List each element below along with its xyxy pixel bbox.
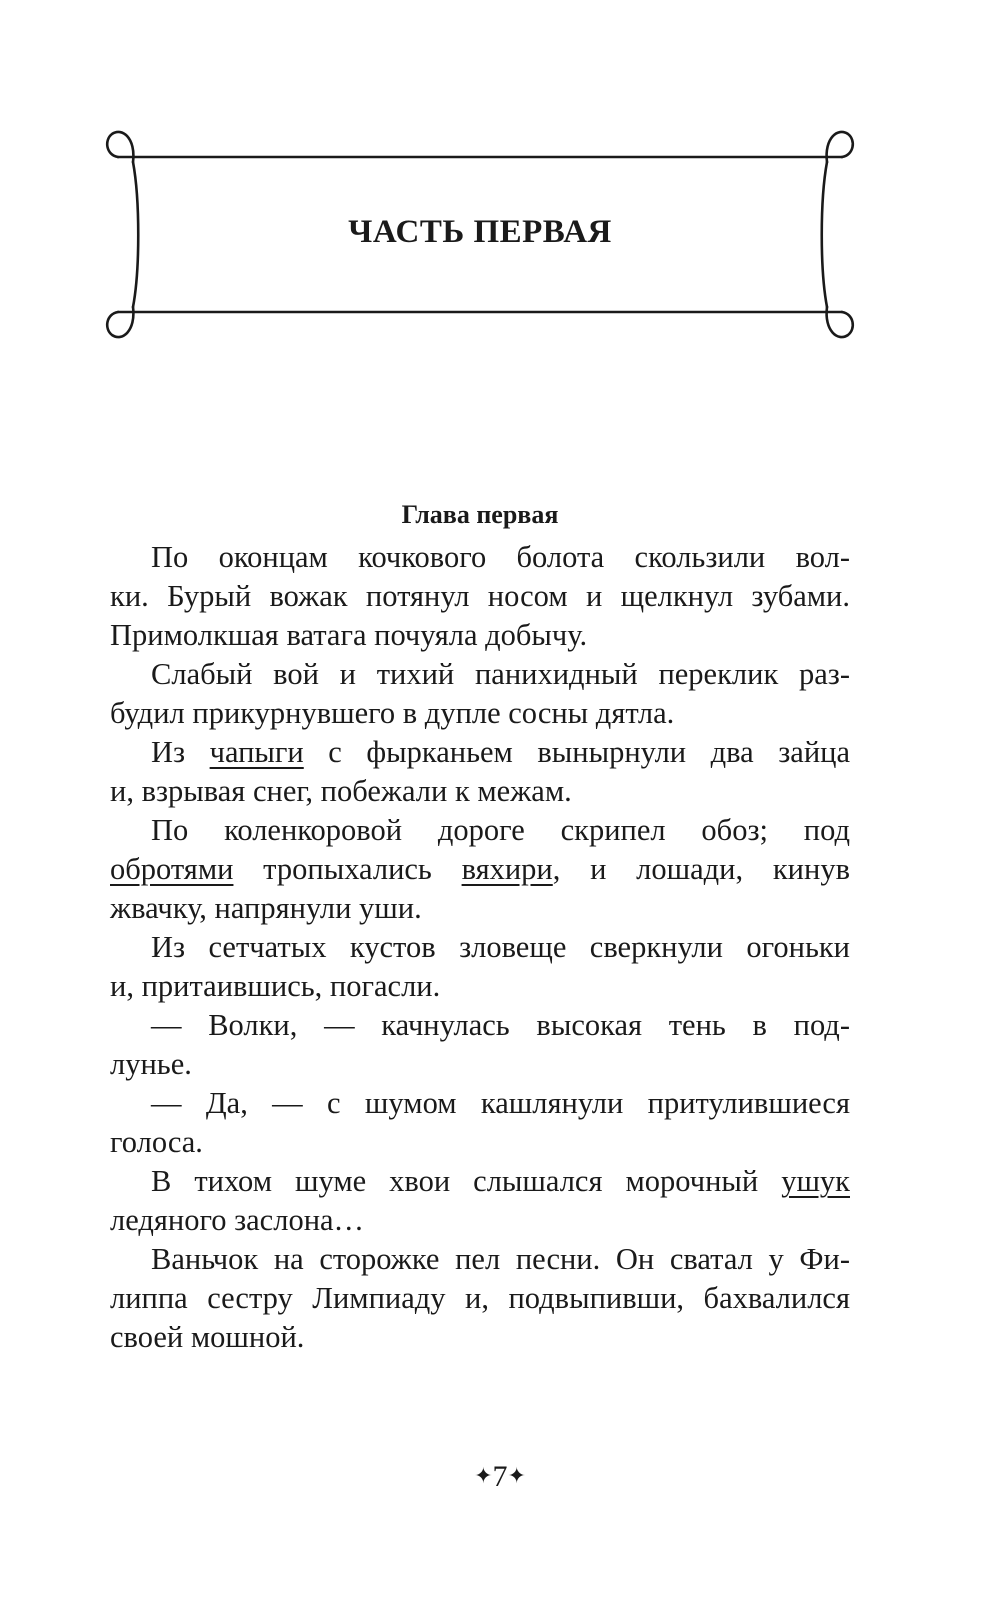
text-segment: По коленкоровой дороге скрипел обоз; под xyxy=(151,813,850,847)
text-line xyxy=(110,850,850,889)
text-line xyxy=(110,1318,850,1357)
text-segment: тропыхались xyxy=(233,852,462,886)
page-number: 7 xyxy=(492,1460,508,1493)
text-segment: с фырканьем вынырнули два зайца xyxy=(303,735,851,769)
text-segment: лунье. xyxy=(110,1047,192,1081)
text-segment: и, взрывая снег, побежали к межам. xyxy=(110,774,572,808)
folio-ornament-left-icon: ✦ xyxy=(474,1463,493,1488)
text-segment: Примолкшая ватага почуяла добычу. xyxy=(110,618,588,652)
text-line xyxy=(110,1240,850,1279)
paragraph xyxy=(110,811,850,928)
text-line xyxy=(110,655,850,694)
paragraph xyxy=(110,733,850,811)
folio-ornament-right-icon: ✦ xyxy=(507,1463,526,1488)
text-line xyxy=(110,1201,850,1240)
text-segment: — Да, — с шумом кашлянули притулившиеся xyxy=(151,1086,850,1120)
text-segment: ки. Бурый вожак потянул носом и щелкнул зубами. xyxy=(110,579,850,613)
glossary-term: ушук xyxy=(781,1164,850,1198)
text-segment: и, притаившись, погасли. xyxy=(110,969,441,1003)
text-line xyxy=(110,577,850,616)
text-segment: голоса. xyxy=(110,1125,203,1159)
text-segment: Из xyxy=(151,735,210,769)
part-title: ЧАСТЬ ПЕРВАЯ xyxy=(348,214,612,250)
text-segment: жвачку, напрянули уши. xyxy=(110,891,422,925)
text-line xyxy=(110,694,850,733)
text-segment: Ваньчок на сторожке пел песни. Он сватал у Фи- xyxy=(151,1242,850,1276)
glossary-term: чапыги xyxy=(209,735,304,769)
paragraph xyxy=(110,928,850,1006)
text-line xyxy=(110,1006,850,1045)
text-line xyxy=(110,616,850,655)
text-line xyxy=(110,811,850,850)
text-segment: будил прикурнувшего в дупле сосны дятла. xyxy=(110,696,675,730)
text-line xyxy=(110,538,850,577)
body-text xyxy=(110,538,850,1357)
text-line xyxy=(110,1162,850,1201)
text-line xyxy=(110,928,850,967)
text-line xyxy=(110,733,850,772)
page-folio xyxy=(0,1460,1000,1494)
text-line xyxy=(110,1084,850,1123)
text-line xyxy=(110,1045,850,1084)
text-line xyxy=(110,772,850,811)
text-segment: липпа сестру Лимпиаду и, подвыпивши, бахвалился xyxy=(110,1281,850,1315)
text-segment: По оконцам кочкового болота скользили вол- xyxy=(151,540,850,574)
paragraph xyxy=(110,1006,850,1084)
paragraph xyxy=(110,1240,850,1357)
text-line xyxy=(110,889,850,928)
paragraph xyxy=(110,538,850,655)
paragraph xyxy=(110,655,850,733)
text-line xyxy=(110,1123,850,1162)
part-title-frame xyxy=(0,0,1000,400)
text-segment: — Волки, — качнулась высокая тень в под- xyxy=(151,1008,850,1042)
text-line xyxy=(110,1279,850,1318)
text-segment: , и лошади, кинув xyxy=(552,852,850,886)
text-segment: В тихом шуме хвои слышался морочный xyxy=(151,1164,782,1198)
glossary-term: вяхири xyxy=(461,852,553,886)
paragraph xyxy=(110,1162,850,1240)
glossary-term: обротями xyxy=(110,852,234,886)
paragraph xyxy=(110,1084,850,1162)
text-segment: Слабый вой и тихий панихидный переклик раз- xyxy=(151,657,850,691)
text-line xyxy=(110,967,850,1006)
chapter-title: Глава первая xyxy=(401,500,559,529)
text-segment: ледяного заслона… xyxy=(110,1203,365,1237)
text-segment: своей мошной. xyxy=(110,1320,305,1354)
text-segment: Из сетчатых кустов зловеще сверкнули огоньки xyxy=(151,930,850,964)
